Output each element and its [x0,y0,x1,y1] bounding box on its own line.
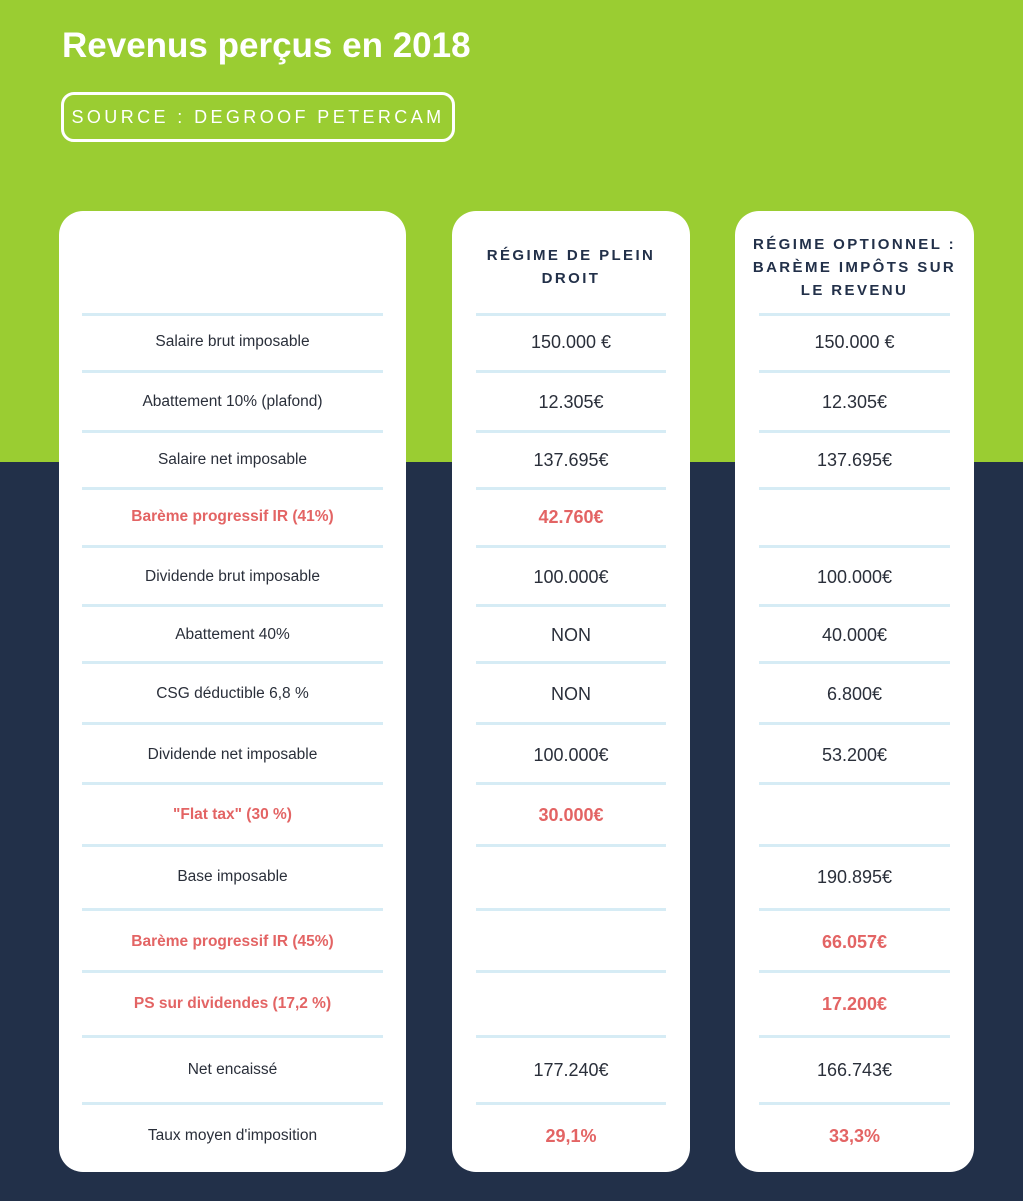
labels-card [59,211,406,1172]
row-separator [82,1035,383,1038]
row-separator [759,1035,950,1038]
row-value-plein: NON [551,683,591,704]
row-value-plein [452,974,690,1034]
row-label: Barème progressif IR (41%) [131,508,334,525]
row-value-plein: 12.305€ [538,391,604,412]
row-label: Dividende brut imposable [145,568,320,585]
source-badge: SOURCE : DEGROOF PETERCAM [61,92,455,142]
row-separator [476,908,666,911]
row-value-optionnel: 17.200€ [821,993,888,1014]
row-label: Salaire net imposable [157,451,308,468]
row-value-optionnel: 53.200€ [821,744,888,765]
row-separator [476,1102,666,1105]
row-label: PS sur dividendes (17,2 %) [133,995,332,1012]
row-value-optionnel: 66.057€ [821,931,888,952]
row-value-plein: 137.695€ [533,449,609,470]
column-header-plein-droit: RÉGIME DE PLEIN DROIT [486,247,656,287]
row-value-plein: 42.760€ [538,506,604,527]
row-value-optionnel: 150.000 € [814,331,895,352]
row-value-plein: NON [551,624,591,645]
row-value-optionnel: 12.305€ [821,391,888,412]
row-label: Net encaissé [187,1061,278,1078]
row-value-plein [452,912,690,972]
row-value-optionnel: 6.800€ [826,683,883,704]
row-value-optionnel [735,785,974,845]
page-title: Revenus perçus en 2018 [62,26,471,65]
row-value-plein [452,847,690,907]
row-value-optionnel: 33,3% [828,1125,881,1146]
regime-plein-droit-card [452,211,690,1172]
column-header-optionnel: RÉGIME OPTIONNEL : BARÈME IMPÔTS SUR LE REVENU [752,236,957,299]
row-label: Abattement 40% [175,626,290,643]
row-value-optionnel [735,487,974,547]
row-value-plein: 100.000€ [533,566,609,587]
row-label: CSG déductible 6,8 % [156,685,309,702]
row-separator [759,908,950,911]
row-label: Salaire brut imposable [155,333,310,350]
row-value-optionnel: 100.000€ [816,566,893,587]
row-label: Barème progressif IR (45%) [131,933,334,950]
row-value-plein: 100.000€ [533,744,609,765]
row-value-plein: 177.240€ [533,1059,609,1080]
row-label: Dividende net imposable [147,746,318,763]
row-value-plein: 150.000 € [530,331,612,352]
row-value-optionnel: 137.695€ [816,449,893,470]
row-separator [476,1035,666,1038]
row-label: Abattement 10% (plafond) [142,393,323,410]
row-value-plein: 30.000€ [538,804,604,825]
regime-optionnel-card [735,211,974,1172]
row-separator [759,1102,950,1105]
row-label: Taux moyen d'imposition [147,1127,318,1144]
row-value-optionnel: 190.895€ [816,866,893,887]
row-label: Base imposable [177,868,288,885]
row-separator [82,1102,383,1105]
row-label: "Flat tax" (30 %) [173,806,292,823]
row-value-optionnel: 166.743€ [816,1059,893,1080]
row-separator [82,908,383,911]
row-value-optionnel: 40.000€ [821,624,888,645]
row-value-plein: 29,1% [545,1125,597,1146]
